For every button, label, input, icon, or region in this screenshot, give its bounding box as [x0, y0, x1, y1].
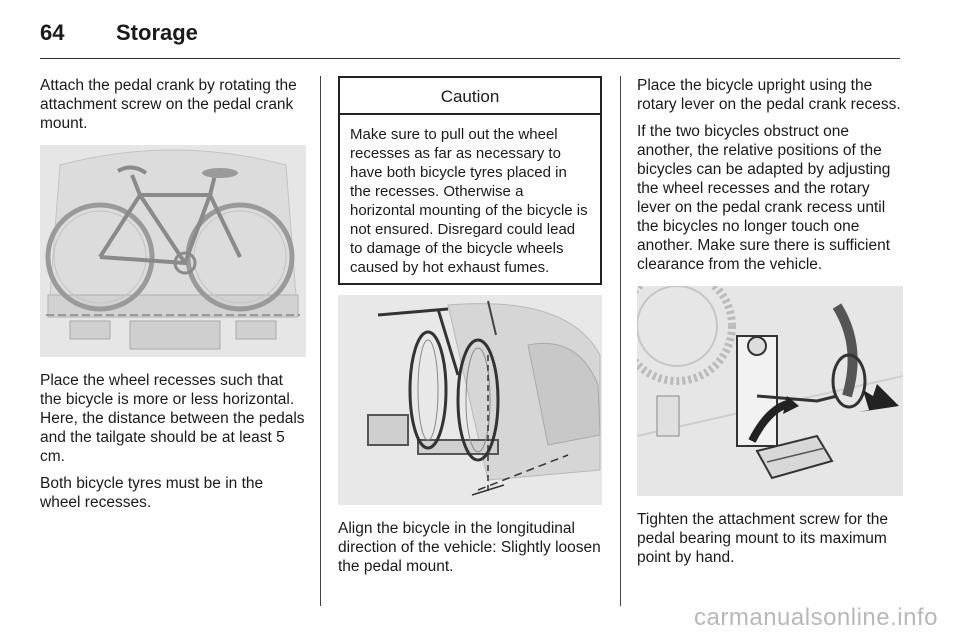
bicycle-side-view-icon — [40, 145, 306, 357]
column-1 — [40, 76, 306, 520]
text-attach-pedal-crank: Attach the pedal crank by rotating the attachment screw on the pedal crank mount. — [40, 77, 297, 132]
column-divider-1 — [320, 76, 321, 606]
column-divider-2 — [620, 76, 621, 606]
section-title: Storage — [116, 20, 198, 45]
text-obstruct-adjust: If the two bicycles obstruct one another, the relative positions of the bicycles can be adapted by adjusting the wheel recesses and the rotary lever on the pedal crank recess until the bicycles no longer touch one another. Make sure there is sufficient clearance from the vehicle. — [637, 123, 891, 273]
bicycle-rear-view-icon — [338, 295, 602, 505]
header-rule — [40, 58, 900, 59]
text-tyres-in-recesses: Both bicycle tyres must be in the wheel recesses. — [40, 475, 264, 511]
bicycle-on-carrier-illustration — [40, 145, 306, 357]
text-tighten-screw: Tighten the attachment screw for the pedal bearing mount to its maximum point by hand. — [637, 511, 888, 566]
caution-box — [338, 76, 602, 285]
caution-text: Make sure to pull out the wheel recesses as far as necessary to have both bicycle tyres placed in the recesses. Otherwise a horizontal mounting of the bicycle is not ensured. Disregard could lead to damage of the bicycle wheels caused by hot exhaust fumes. — [350, 126, 588, 276]
caution-title: Caution — [340, 78, 600, 115]
bicycle-rear-view-illustration — [338, 295, 602, 505]
pedal-crank-recess-illustration — [637, 286, 903, 496]
page-header — [40, 18, 198, 48]
watermark: carmanualsonline.info — [694, 604, 938, 631]
column-2 — [338, 76, 602, 584]
text-align-bicycle: Align the bicycle in the longitudinal direction of the vehicle: Slightly loosen the pedal mount. — [338, 520, 601, 575]
column-3 — [637, 76, 903, 575]
page-number: 64 — [40, 20, 65, 45]
pedal-crank-closeup-icon — [637, 286, 903, 496]
text-place-upright: Place the bicycle upright using the rotary lever on the pedal crank recess. — [637, 77, 901, 113]
text-wheel-recesses: Place the wheel recesses such that the bicycle is more or less horizontal. Here, the distance between the pedals and the tailgate should be at least 5 cm. — [40, 372, 305, 465]
